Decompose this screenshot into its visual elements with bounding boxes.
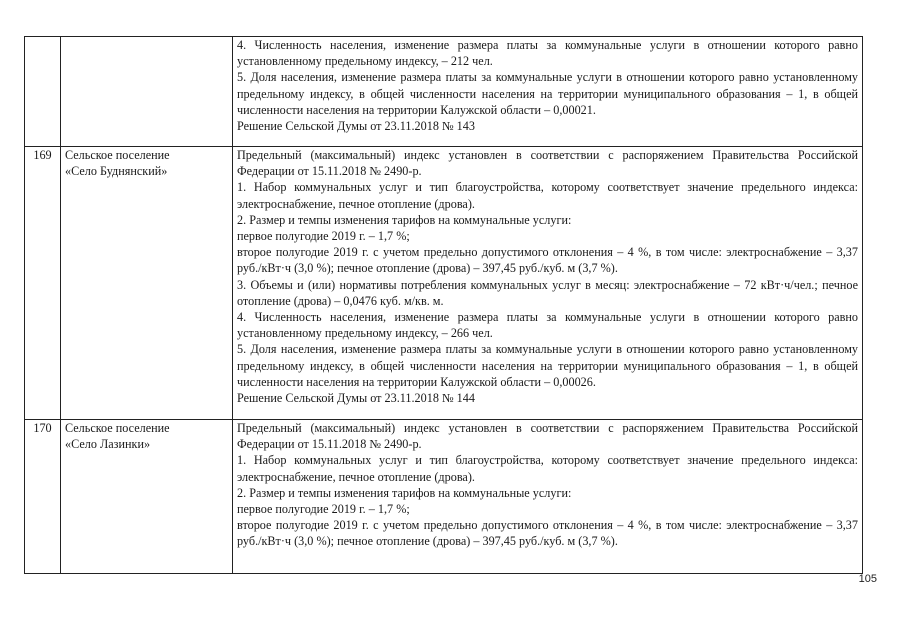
paragraph: первое полугодие 2019 г. – 1,7 %; — [237, 502, 410, 517]
paragraph: второе полугодие 2019 г. с учетом предельно допустимого отклонения – 4 %, в том числе: электроснабжение – 3,37 руб./кВт·ч (3,0 %); печное отопление (дрова) – 397,45 руб./куб. м (3,7 %). — [237, 245, 858, 276]
paragraph: 5. Доля населения, изменение размера платы за коммунальные услуги в отношении которого равно установленному предельному индексу, в общей численности населения на территории муниципального образования – 1, в общей численности населения на территории Калужской области – 0,00026. — [237, 342, 858, 389]
table-row — [25, 420, 863, 574]
settlement-name-line2: «Село Лазинки» — [65, 437, 151, 452]
page-number: 105 — [858, 573, 877, 585]
paragraph: Предельный (максимальный) индекс установлен в соответствии с распоряжением Правительства Российской Федерации от 15.11.2018 № 2490-р. — [237, 148, 858, 179]
index-description — [233, 147, 863, 420]
paragraph: второе полугодие 2019 г. с учетом предельно допустимого отклонения – 4 %, в том числе: электроснабжение – 3,37 руб./кВт·ч (3,0 %); печное отопление (дрова) – 397,45 руб./куб. м (3,7 %). — [237, 518, 858, 549]
settlement-name-line2: «Село Буднянский» — [65, 164, 168, 179]
table-row — [25, 37, 863, 147]
settlement-name-line1: Сельское поселение — [65, 421, 170, 435]
row-number: 170 — [25, 420, 61, 574]
settlement-name — [61, 420, 233, 574]
tariff-table — [24, 36, 863, 574]
row-number — [25, 37, 61, 147]
paragraph: 4. Численность населения, изменение размера платы за коммунальные услуги в отношении которого равно установленному предельному индексу, – 266 чел. — [237, 310, 858, 341]
index-description — [233, 37, 863, 147]
paragraph: 4. Численность населения, изменение размера платы за коммунальные услуги в отношении которого равно установленному предельному индексу, – 212 чел. — [237, 38, 858, 69]
paragraph: 2. Размер и темпы изменения тарифов на коммунальные услуги: — [237, 212, 572, 227]
paragraph: первое полугодие 2019 г. – 1,7 %; — [237, 229, 410, 244]
settlement-name — [61, 37, 233, 147]
paragraph: 1. Набор коммунальных услуг и тип благоустройства, которому соответствует значение предельного индекса: электроснабжение, печное отопление (дрова). — [237, 453, 858, 484]
paragraph: 3. Объемы и (или) нормативы потребления коммунальных услуг в месяц: электроснабжение – 72 кВт·ч/чел.; печное отопление (дрова) – 0,0476 куб. м/кв. м. — [237, 277, 858, 308]
decision-reference: Решение Сельской Думы от 23.11.2018 № 144 — [237, 391, 475, 406]
row-number: 169 — [25, 147, 61, 420]
decision-reference: Решение Сельской Думы от 23.11.2018 № 143 — [237, 119, 475, 134]
table-row — [25, 147, 863, 420]
paragraph: 5. Доля населения, изменение размера платы за коммунальные услуги в отношении которого равно установленному предельному индексу, в общей численности населения на территории муниципального образования – 1, в общей численности населения на территории Калужской области – 0,00021. — [237, 70, 858, 117]
index-description — [233, 420, 863, 574]
settlement-name — [61, 147, 233, 420]
paragraph: Предельный (максимальный) индекс установлен в соответствии с распоряжением Правительства Российской Федерации от 15.11.2018 № 2490-р. — [237, 421, 858, 452]
paragraph: 1. Набор коммунальных услуг и тип благоустройства, которому соответствует значение предельного индекса: электроснабжение, печное отопление (дрова). — [237, 180, 858, 211]
settlement-name-line1: Сельское поселение — [65, 148, 170, 162]
paragraph: 2. Размер и темпы изменения тарифов на коммунальные услуги: — [237, 485, 572, 500]
